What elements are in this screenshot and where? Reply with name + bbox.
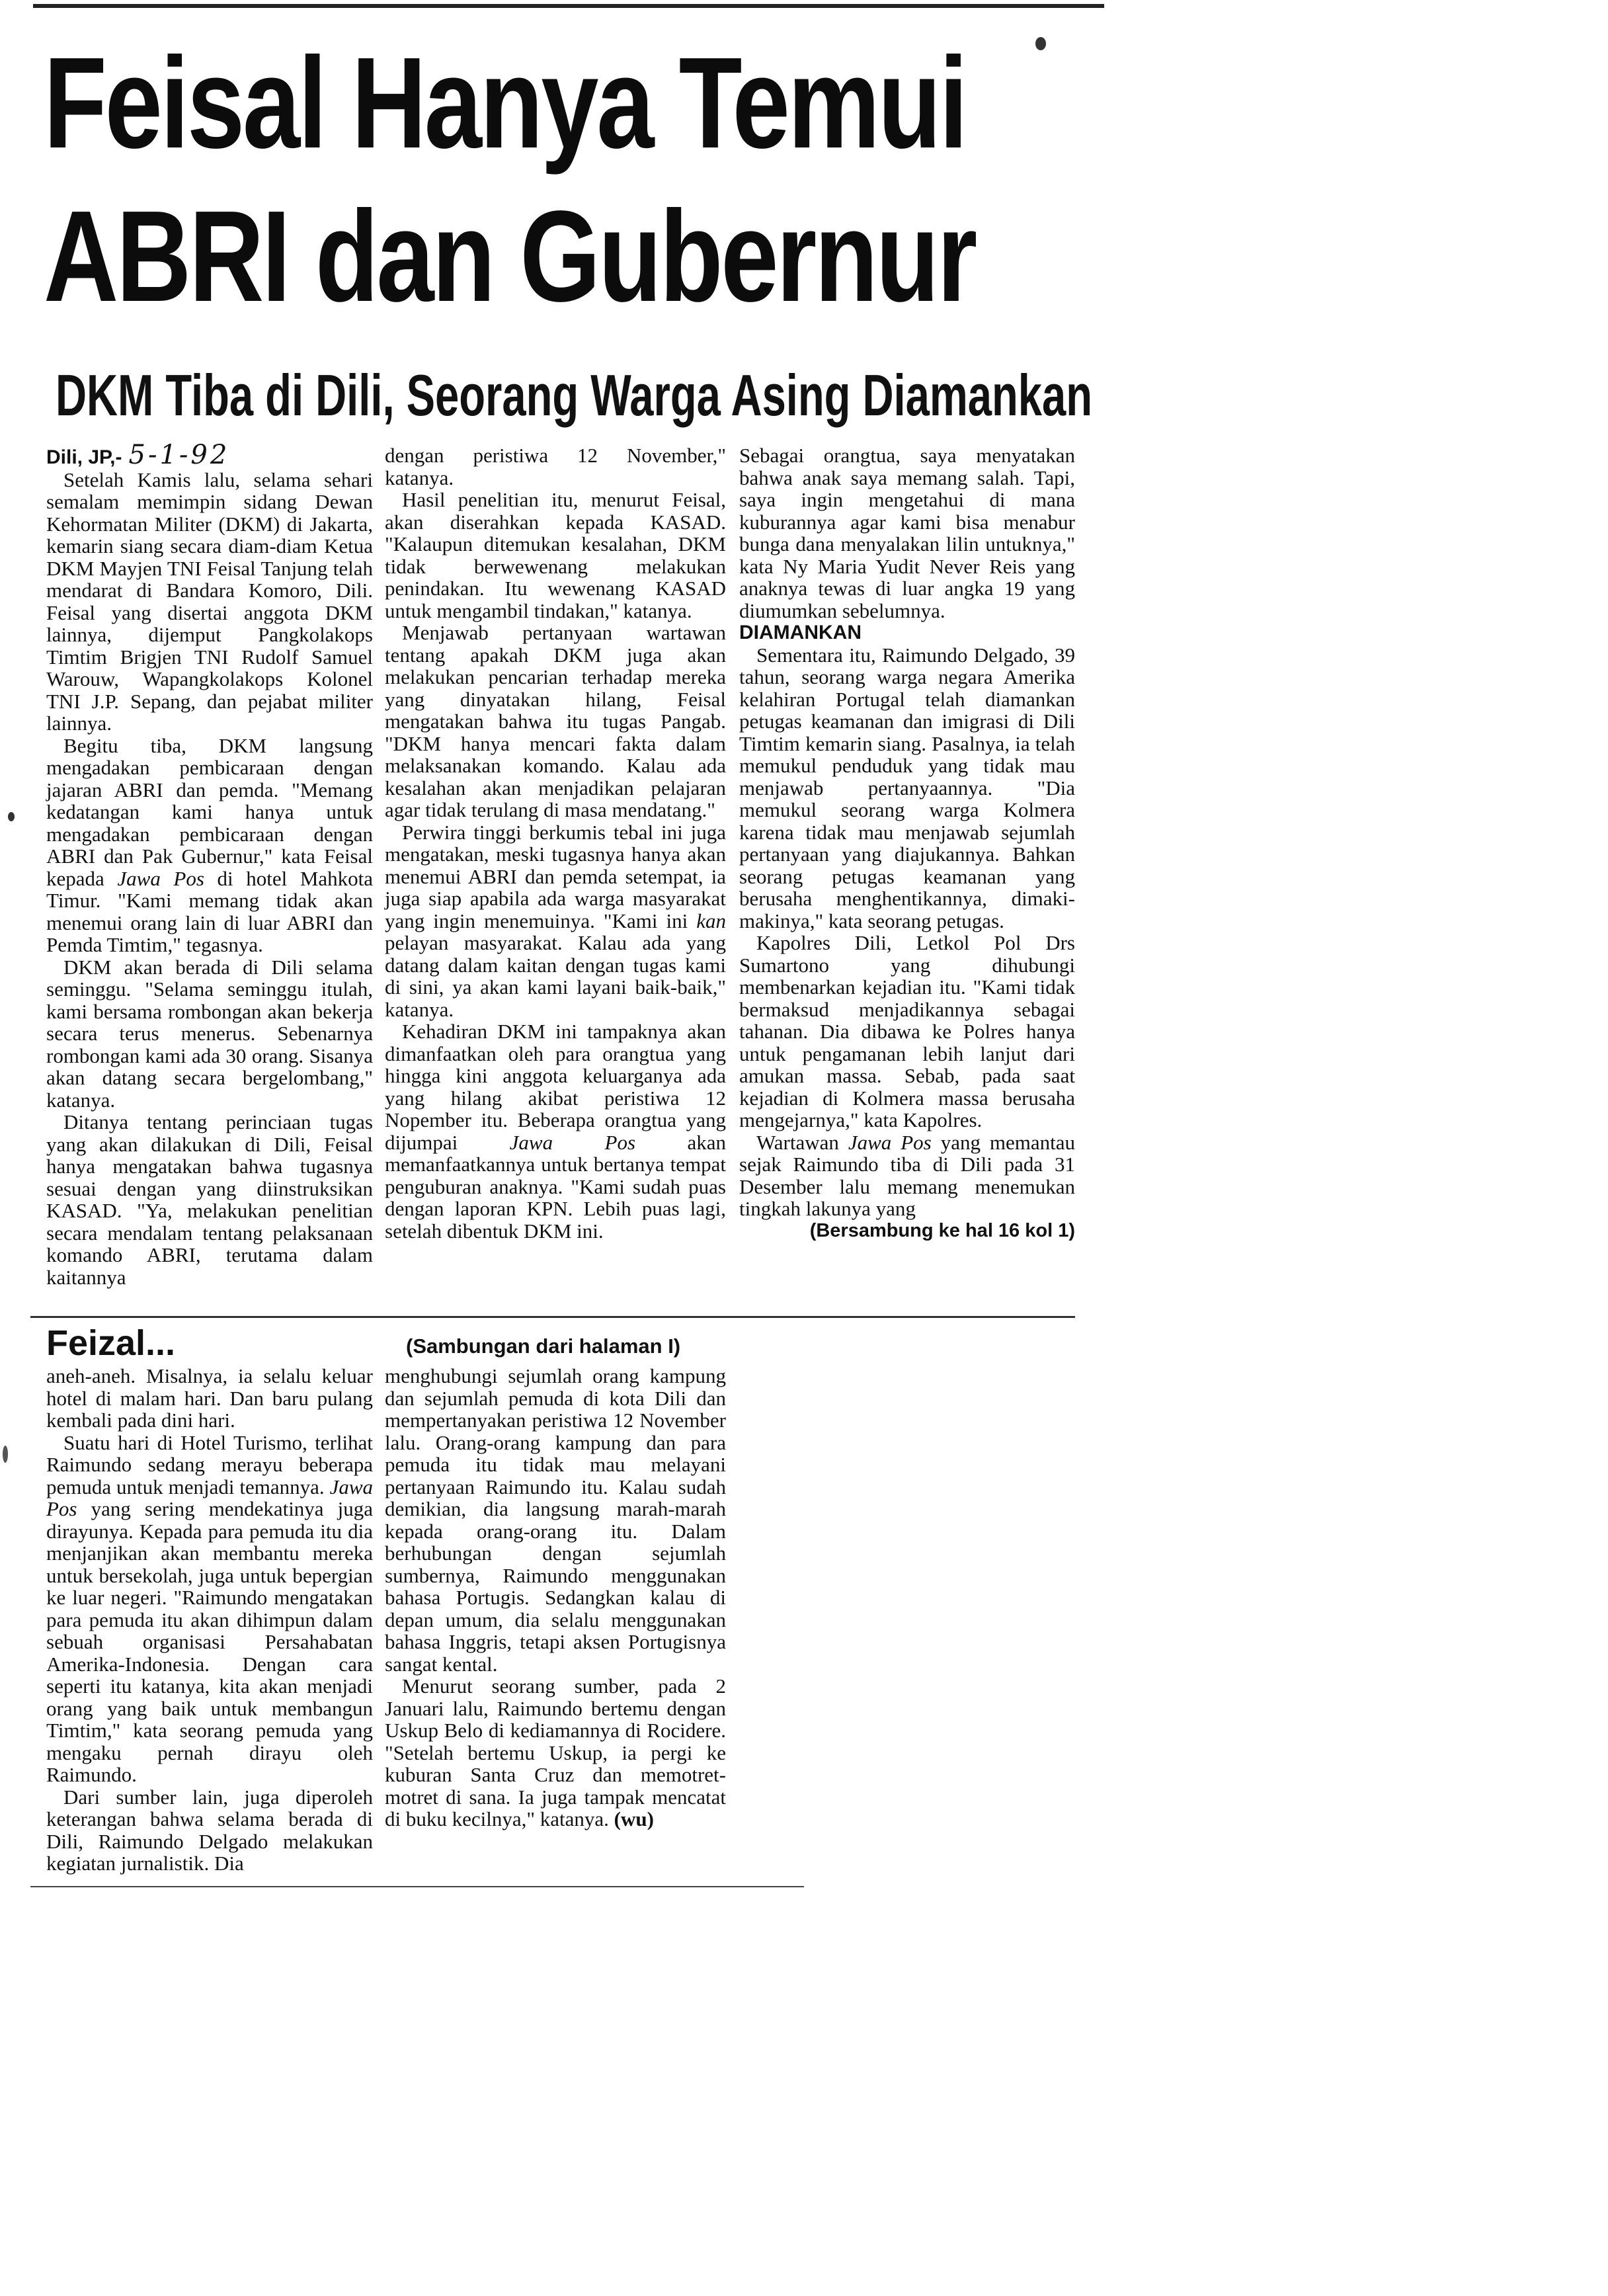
dateline: Dili, JP,- xyxy=(46,446,122,468)
subheadline: DKM Tiba di Dili, Seorang Warga Asing Diamankan xyxy=(56,362,1092,428)
newspaper-name: Jawa Pos xyxy=(46,1475,374,1520)
section-divider xyxy=(30,1316,1075,1318)
jump-headline: Feizal... xyxy=(46,1323,176,1363)
article-paragraph: Menjawab pertanyaan wartawan tentang apakah DKM juga akan melakukan pencarian terhadap mereka yang dinyatakan hilang, Feisal mengatakan bahwa itu tugas Pangab. "DKM hanya mencari fakta dalam melaksanakan komando. Kalau ada kesalahan akan menjadikan pelajaran agar tidak terulang di masa mendatang." xyxy=(385,621,726,821)
article-paragraph: Sebagai orangtua, saya menyatakan bahwa anak saya memang salah. Tapi, saya ingin mengetahui di mana kuburannya agar kami bisa menabur bunga dana menyalakan lilin untuknya," kata Ny Maria Yudit Never Reis yang anaknya tewas di luar angka 19 yang diumumkan sebelumnya. xyxy=(739,444,1075,622)
article-paragraph: menghubungi sejumlah orang kampung dan sejumlah pemuda di kota Dili dan mempertanyakan peristiwa 12 November lalu. Orang-orang kampung dan para pemuda itu tidak mau melayani pertanyaan Raimundo itu. Kalau sudah demikian, dia langsung marah-marah kepada orang-orang itu. Dalam berhubungan dengan sejumlah sumbernya, Raimundo menggunakan bahasa Portugis. Sedangkan kalau di depan umum, dia selalu menggunakan bahasa Inggris, tetapi aksen Portugisnya sangat kental. xyxy=(385,1364,726,1676)
article-paragraph: Kehadiran DKM ini tampaknya akan dimanfaatkan oleh para orangtua yang hingga kini anggota keluarganya ada yang hilang akibat peristiwa 12 Nopember itu. Beberapa orangtua yang dijumpai Jawa Pos akan memanfaatkannya untuk bertanya tempat penguburan anaknya. "Kami sudah puas dengan laporan KPN. Lebih puas lagi, setelah dibentuk DKM ini. xyxy=(385,1020,726,1243)
handwritten-date: 5-1-92 xyxy=(128,440,230,470)
article-paragraph: Sementara itu, Raimundo Delgado, 39 tahun, seorang warga negara Amerika kelahiran Portugal telah diamankan petugas keamanan dan imigrasi di Dili Timtim kemarin siang. Pasalnya, ia telah memukul penduduk yang tidak mau menjawab pertanyaannya. "Dia memukul seorang warga Kolmera karena tidak mau menjawab sejumlah pertanyaan yang diajukannya. Bahkan seorang petugas keamanan yang berusaha menghentikannya, dimaki-makinya," kata seorang petugas. xyxy=(739,643,1075,932)
article-column-3 xyxy=(739,444,1075,1242)
article-paragraph: Menurut seorang sumber, pada 2 Januari lalu, Raimundo bertemu dengan Uskup Belo di kediamannya di Rocidere. "Setelah bertemu Uskup, ia pergi ke kuburan Santa Cruz dan memotret-motret di sana. Ia juga tampak mencatat di buku kecilnya," katanya. (wu) xyxy=(385,1674,726,1830)
article-paragraph: Hasil penelitian itu, menurut Feisal, akan diserahkan kepada KASAD. "Kalaupun ditemukan kesalahan, DKM tidak berwewenang melakukan penindakan. Itu wewenang KASAD untuk mengambil tindakan," katanya. xyxy=(385,488,726,622)
article-paragraph: Suatu hari di Hotel Turismo, terlihat Raimundo sedang merayu beberapa pemuda untuk menjadi temannya. Jawa Pos yang sering mendekatinya juga dirayunya. Kepada para pemuda itu dia menjanjikan akan membantu mereka untuk bersekolah, juga untuk bepergian ke luar negeri. "Raimundo mengatakan para pemuda itu akan dihimpun dalam sebuah organisasi Persahabatan Amerika-Indonesia. Dengan cara seperti itu katanya, kita akan menjadi orang yang baik untuk membangun Timtim," kata seorang pemuda yang mengaku pernah dirayu oleh Raimundo. xyxy=(46,1430,374,1786)
article-column-1 xyxy=(46,440,374,1289)
article-paragraph: Perwira tinggi berkumis tebal ini juga mengatakan, meski tugasnya hanya akan menemui ABRI dan pemda setempat, ia juga siap apabila ada warga masyarakat yang ingin menemuinya. "Kami ini kan pelayan masyarakat. Kalau ada yang datang dalam kaitan dengan tugas kami di sini, ya akan kami layani baik-baik," katanya. xyxy=(385,820,726,1021)
scan-speck xyxy=(8,812,15,821)
jump-column-right xyxy=(385,1365,726,1830)
article-column-2 xyxy=(385,444,726,1242)
bottom-rule xyxy=(30,1886,804,1887)
top-rule xyxy=(33,4,1104,8)
newspaper-name: Jawa Pos xyxy=(117,866,204,890)
continued-note: (Bersambung ke hal 16 kol 1) xyxy=(809,1219,1075,1241)
headline-line-1: Feisal Hanya Temui xyxy=(44,30,966,175)
article-paragraph: aneh-aneh. Misalnya, ia selalu keluar hotel di malam hari. Dan baru pulang kembali pada dini hari. xyxy=(46,1364,373,1432)
dateline-paragraph xyxy=(46,440,373,470)
article-paragraph: Wartawan Jawa Pos yang memantau sejak Raimundo tiba di Dili pada 31 Desember lalu memang menemukan tingkah lakunya yang xyxy=(739,1130,1076,1220)
scan-speck xyxy=(3,1446,8,1463)
article-paragraph: Begitu tiba, DKM langsung mengadakan pembicaraan dengan jajaran ABRI dan pemda. "Memang kedatangan kami hanya untuk mengadakan pembicaraan dengan ABRI dan Pak Gubernur," kata Feisal kepada Jawa Pos di hotel Mahkota Timur. "Kami memang tidak akan menemui orang lain di luar ABRI dan Pemda Timtim," tegasnya. xyxy=(46,733,374,956)
article-paragraph: dengan peristiwa 12 November," katanya. xyxy=(385,444,726,489)
scan-speck xyxy=(1035,37,1046,50)
article-paragraph: Setelah Kamis lalu, selama sehari semalam memimpin sidang Dewan Kehormatan Militer (DKM) di Jakarta, kemarin siang secara diam-diam Ketua DKM Mayjen TNI Feisal Tanjung telah mendarat di Bandara Komoro, Dili. Feisal yang disertai anggota DKM lainnya, dijemput Pangkolakops Timtim Brigjen TNI Rudolf Samuel Warouw, Wapangkolakops Kolonel TNI J.P. Sepang, dan pejabat militer lainnya. xyxy=(46,468,373,735)
headline xyxy=(44,26,976,333)
jump-column-left xyxy=(46,1365,373,1875)
headline-line-2: ABRI dan Gubernur xyxy=(44,184,976,329)
article-paragraph: Dari sumber lain, juga diperoleh keterangan bahwa selama berada di Dili, Raimundo Delgado melakukan kegiatan jurnalistik. Dia xyxy=(46,1785,373,1875)
article-paragraph: Ditanya tentang perinciaan tugas yang akan dilakukan di Dili, Feisal hanya mengatakan bahwa tugasnya sesuai dengan yang diinstruksikan KASAD. "Ya, melakukan penelitian secara mendalam tentang pelaksanaan komando ABRI, terutama dalam kaitannya xyxy=(46,1110,373,1289)
article-paragraph: Kapolres Dili, Letkol Pol Drs Sumartono yang dihubungi membenarkan kejadian itu. "Kami tidak bermaksud menjadikannya sebagai tahanan. Dia dibawa ke Polres hanya untuk pengamanan lebih lanjut dari amukan massa. Sebab, pada saat kejadian di Kolmera massa berusaha mengejarnya," kata Kapolres. xyxy=(739,931,1075,1131)
byline: (wu) xyxy=(614,1807,654,1830)
section-subtitle: DIAMANKAN xyxy=(739,622,862,643)
continued-from-note: (Sambungan dari halaman I) xyxy=(406,1334,681,1358)
article-paragraph: DKM akan berada di Dili selama seminggu. "Selama seminggu itulah, kami bersama rombongan akan bekerja secara terus menerus. Sebenarnya rombongan kami ada 30 orang. Sisanya akan datang secara bergelombang," katanya. xyxy=(46,955,373,1112)
newspaper-name: Jawa Pos xyxy=(848,1130,932,1154)
newspaper-name: Jawa Pos xyxy=(509,1130,636,1154)
